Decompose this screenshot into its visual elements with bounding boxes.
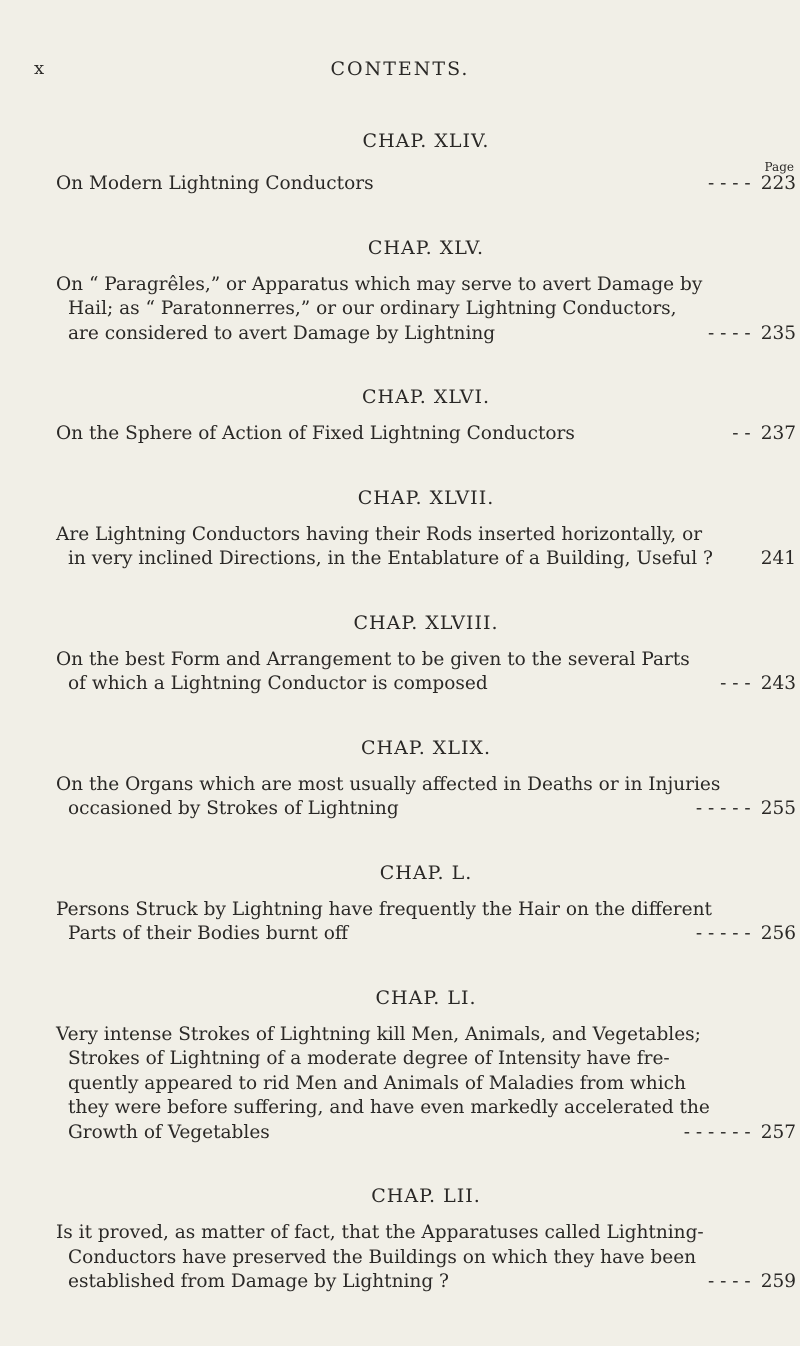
entry-text — [56, 523, 796, 572]
dot-leader: - - - - — [708, 322, 751, 344]
contents-entry-li — [56, 987, 796, 1146]
page-number: 257 — [760, 1121, 796, 1143]
contents-entry-xlv — [56, 237, 796, 347]
entry-line — [56, 797, 796, 822]
entry-text — [56, 273, 796, 347]
entry-line-text: of which a Lightning Conductor is composed — [68, 673, 488, 694]
chapter-heading: CHAP. LII. — [371, 1185, 481, 1207]
entry-line: Hail; as “ Paratonnerres,” or our ordinary Lightning Conductors, — [68, 298, 677, 319]
chapter-heading: CHAP. L. — [379, 861, 473, 884]
entry-line — [56, 672, 796, 697]
entry-line: On “ Paragrêles,” or Apparatus which may serve to avert Damage by — [56, 273, 703, 295]
entry-text — [56, 898, 796, 947]
entry-line: Persons Struck by Lightning have frequently the Hair on the different — [56, 898, 712, 920]
contents-entry-xlvii — [56, 487, 796, 572]
entry-line — [56, 1121, 796, 1146]
chapter-heading: CHAP. XLIX. — [360, 736, 492, 759]
chapter-heading: CHAP. XLV. — [367, 236, 485, 259]
entry-line: quently appeared to rid Men and Animals of Maladies from which — [68, 1072, 686, 1094]
entry-text — [56, 1221, 796, 1295]
page-column-label: Page — [764, 160, 794, 174]
entry-line: On the Organs which are most usually affected in Deaths or in Injuries — [56, 773, 721, 795]
entry-line-text: On the Sphere of Action of Fixed Lightning Conductors — [56, 423, 575, 444]
page-number: 259 — [760, 1271, 796, 1292]
chapter-heading: CHAP. XLVII. — [357, 486, 495, 509]
running-head — [0, 58, 800, 82]
entry-line: Conductors have preserved the Buildings on which they have been — [68, 1246, 697, 1268]
dot-leader: - - - — [720, 673, 751, 694]
chapter-heading: CHAP. LI. — [375, 986, 477, 1009]
entry-line-text: Growth of Vegetables — [68, 1121, 270, 1143]
chapter-heading: CHAP. XLVI. — [362, 386, 490, 408]
page-number: 255 — [760, 798, 796, 819]
dot-leader: - - - - - — [695, 798, 751, 819]
entry-line-text: On Modern Lightning Conductors — [56, 173, 374, 194]
dot-leader: - - - - - - — [683, 1121, 751, 1143]
page-number: 241 — [760, 548, 796, 569]
running-title: CONTENTS. — [330, 58, 470, 80]
dot-leader: - - — [732, 423, 751, 444]
entry-text — [56, 773, 796, 822]
page-number: 235 — [760, 322, 796, 344]
entry-line — [56, 172, 796, 197]
entry-line: they were before suffering, and have even markedly accelerated the — [68, 1097, 710, 1118]
contents-entry-l — [56, 862, 796, 947]
entry-text — [56, 1023, 796, 1146]
entry-line-text: are considered to avert Damage by Lightning — [68, 322, 496, 344]
contents-entry-xlvi — [56, 386, 796, 447]
entry-line: Is it proved, as matter of fact, that the Apparatuses called Lightning- — [56, 1222, 704, 1243]
page-number: 256 — [760, 923, 796, 944]
chapter-heading: CHAP. XLVIII. — [353, 611, 499, 634]
contents-entry-xliv — [56, 130, 796, 197]
contents-entry-xlviii — [56, 612, 796, 697]
entry-line — [56, 422, 796, 447]
contents-list — [56, 130, 796, 1335]
entry-line: Very intense Strokes of Lightning kill Men, Animals, and Vegetables; — [56, 1023, 701, 1045]
entry-line — [56, 1270, 796, 1295]
entry-line-text: occasioned by Strokes of Lightning — [68, 798, 399, 819]
page-number: 237 — [760, 423, 796, 444]
entry-line-text: Parts of their Bodies burnt off — [68, 923, 349, 944]
contents-entry-lii — [56, 1185, 796, 1295]
entry-text — [56, 172, 796, 197]
entry-line — [56, 922, 796, 947]
entry-line: Strokes of Lightning of a moderate degree of Intensity have fre- — [68, 1048, 670, 1069]
entry-line — [56, 547, 796, 572]
dot-leader — [713, 547, 761, 572]
page-number: 223 — [760, 173, 796, 194]
entry-line: Are Lightning Conductors having their Rods inserted horizontally, or — [56, 523, 703, 545]
entry-line — [56, 322, 796, 347]
chapter-heading: CHAP. XLIV. — [362, 130, 490, 152]
contents-entry-xlix — [56, 737, 796, 822]
dot-leader: - - - - — [708, 173, 751, 194]
page-folio: x — [34, 58, 46, 79]
entry-text — [56, 648, 796, 697]
entry-text — [56, 422, 796, 447]
dot-leader: - - - - - — [695, 923, 751, 944]
entry-line-text: established from Damage by Lightning ? — [68, 1271, 449, 1292]
entry-line-text: in very inclined Directions, in the Entablature of a Building, Useful ? — [68, 548, 713, 569]
dot-leader: - - - - — [708, 1271, 751, 1292]
page-number: 243 — [760, 673, 796, 694]
entry-line: On the best Form and Arrangement to be given to the several Parts — [56, 648, 690, 670]
